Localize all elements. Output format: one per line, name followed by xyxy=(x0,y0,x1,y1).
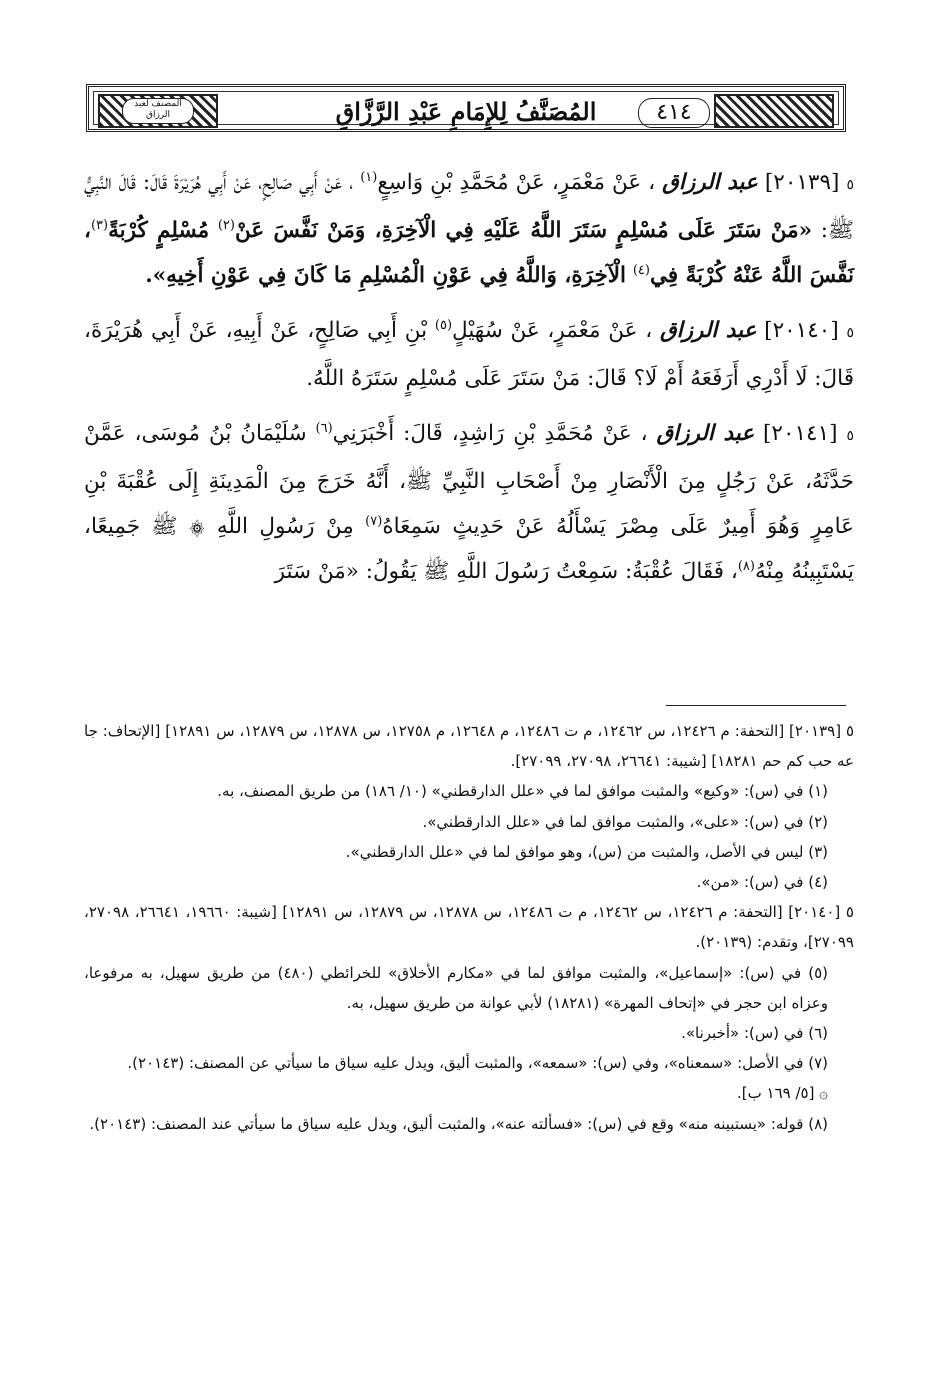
footnote-5: (٥) في (س): «إسماعيل»، والمثبت موافق لما في «مكارم الأخلاق» للخرائطي (٤٨٠) من طريق سهيل، به مرفوعا، وعزاه ابن حجر في «إتحاف المهرة» (١٨٢٨١) لأبي عوانة من طريق سهيل، به. xyxy=(84,963,828,1012)
matn-text: الْآخِرَةِ، وَاللَّهُ فِي عَوْنِ الْمُسْلِمِ مَا كَانَ فِي عَوْنِ أَخِيهِ». xyxy=(145,263,626,288)
book-title: المُصَنَّفُ لِلإِمَامِ عَبْدِ الرَّزَّاقِ xyxy=(335,97,597,126)
hadith-number: [٢٠١٤٠] xyxy=(764,318,839,343)
takhrij-20139: ٥ [٢٠١٣٩] [التحفة: م ١٢٤٢٦، س ١٢٤٦٢، م ت ١٢٤٨٦، م ١٢٦٤٨، م ١٢٧٥٨، س ١٢٨٧٨، س ١٢٨٧٩، س ١٢٨٩١] [الإتحاف: جا عه حب كم حم ١٨٢٨١] [شيبة: ٢٦٦٤١، ٢٧٠٩٨، ٢٧٠٩٩]. xyxy=(84,722,854,771)
footnote-ref: (٤) xyxy=(632,262,650,278)
takhrij-20140: ٥ [٢٠١٤٠] [التحفة: م ١٢٤٢٦، س ١٢٤٦٢، م ت ١٢٤٨٦، س ١٢٨٧٨، س ١٢٨٧٩، س ١٢٨٩١] [شيبة: ١٩٦٦٠، ٢٦٦٤١، ٢٧٠٩٨، ٢٧٠٩٩]، وتقدم: (٢٠١٣٩). xyxy=(84,903,854,952)
footnote-8: (٨) قوله: «يستبينه منه» وقع في (س): «فسألته عنه»، والمثبت أليق، ويدل عليه سياق ما سيأتي عند المصنف: (٢٠١٤٣). xyxy=(89,1114,828,1133)
footnote-ref: (٨) xyxy=(737,558,755,574)
hadith-number: [٢٠١٣٩] xyxy=(764,170,840,195)
footnote-2: (٢) في (س): «على»، والمثبت موافق لما في «علل الدارقطني». xyxy=(422,812,828,831)
footnote-ref: (١) xyxy=(360,169,378,185)
page-number: ٤١٤ xyxy=(638,98,710,128)
header-frame xyxy=(93,91,839,125)
matn-text: «مَنْ سَتَرَ عَلَى مُسْلِمٍ سَتَرَ اللَّهُ عَلَيْهِ فِي الْآخِرَةِ، وَمَنْ نَفَّسَ عَنْ xyxy=(234,218,813,243)
matn-text: مُسْلِمٍ كُرْبَةً xyxy=(108,218,210,243)
footnote-ref: (٦) xyxy=(315,420,333,436)
matn-text: ، نَفَّسَ اللَّهُ عَنْهُ كُرْبَةً فِي xyxy=(84,218,854,288)
author-name: عبد الرزاق xyxy=(659,318,757,343)
hadith-number: [٢٠١٤١] xyxy=(763,421,838,446)
footnote-ref: (٣) xyxy=(90,217,109,233)
isnad-text: ، عَنْ أَبِي صَالِحٍ، عَنْ أَبِي هُرَيْرَةَ قَالَ: قَالَ النَّبِيُّ ﷺ: xyxy=(84,170,854,243)
author-name: عبد الرزاق xyxy=(662,170,758,195)
footnote-ref: (٧) xyxy=(365,513,383,529)
footnote-4: (٤) في (س): «من». xyxy=(696,873,828,892)
isnad-text: بْنِ أَبِي صَالِحٍ، عَنْ أَبِيهِ، عَنْ أَبِي هُرَيْرَةَ، قَالَ: لَا أَدْرِي أَرَفَعَهُ أَمْ لَا؟ قَالَ: مَنْ سَتَرَ عَلَى مُسْلِمٍ سَتَرَهُ اللَّهُ. xyxy=(84,318,854,391)
footnotes xyxy=(84,716,854,1139)
footnote-ref: (٢) xyxy=(217,217,235,233)
footnote-6: (٦) في (س): «أخبرنا». xyxy=(681,1024,828,1043)
ornament-right xyxy=(714,94,834,128)
footnote-separator xyxy=(666,705,846,706)
isnad-text: سُلَيْمَانُ بْنُ مُوسَى، عَمَّنْ حَدَّثَهُ، عَنْ رَجُلٍ مِنَ الْأَنْصَارِ مِنْ أَصْحَابِ النَّبِيِّ ﷺ، أَنَّهُ خَرَجَ مِنَ الْمَدِينَةِ إِلَى عُقْبَةَ بْنِ عَامِرٍ وَهُوَ أَمِيرٌ عَلَى مِصْرَ يَسْأَلُهُ عَنْ حَدِيثٍ سَمِعَاهُ xyxy=(84,421,854,539)
footnote-7: (٧) في الأصل: «سمعناه»، وفي (س): «سمعه»، والمثبت أليق، ويدل عليه سياق ما سيأتي عن المصنف: (٢٠١٤٣). xyxy=(127,1054,828,1073)
ornament-left xyxy=(98,94,218,128)
isnad-text: مِنْ رَسُولِ اللَّهِ ۞ ﷺ جَمِيعًا، يَسْتَبِينُهُ مِنْهُ xyxy=(84,514,854,584)
hadith-20140 xyxy=(84,308,854,401)
isnad-text: ، فَقَالَ عُقْبَةُ: سَمِعْتُ رَسُولَ اللَّهِ ﷺ يَقُولُ: «مَنْ سَتَرَ xyxy=(274,559,738,584)
footnote-1: (١) في (س): «وكيع» والمثبت موافق لما في «علل الدارقطني» (١٠/ ١٨٦) من طريق المصنف، به. xyxy=(217,782,828,801)
footnote-3: (٣) ليس في الأصل، والمثبت من (س)، وهو موافق لما في «علل الدارقطني». xyxy=(345,842,828,861)
isnad-text: ، عَنْ مُحَمَّدِ بْنِ رَاشِدٍ، قَالَ: أَخْبَرَنِي xyxy=(332,421,648,446)
main-text xyxy=(84,160,854,604)
hadith-20141 xyxy=(84,411,854,594)
folio-marker: ۞ [٥/ ١٦٩ ب]. xyxy=(737,1084,828,1103)
hadith-marker: ٥ xyxy=(846,177,854,193)
hadith-20139 xyxy=(84,160,854,298)
footnote-ref: (٥) xyxy=(434,317,453,333)
running-header xyxy=(86,84,846,132)
isnad-text: ، عَنْ مَعْمَرٍ، عَنْ سُهَيْلٍ xyxy=(452,318,653,343)
hadith-marker: ٥ xyxy=(846,325,854,341)
author-name: عبد الرزاق xyxy=(656,421,755,446)
book-seal: المصنف لعبد الرزاق xyxy=(122,98,194,124)
hadith-marker: ٥ xyxy=(846,428,854,444)
isnad-text: ، عَنْ مَعْمَرٍ، عَنْ مُحَمَّدِ بْنِ وَاسِعٍ xyxy=(377,170,656,195)
